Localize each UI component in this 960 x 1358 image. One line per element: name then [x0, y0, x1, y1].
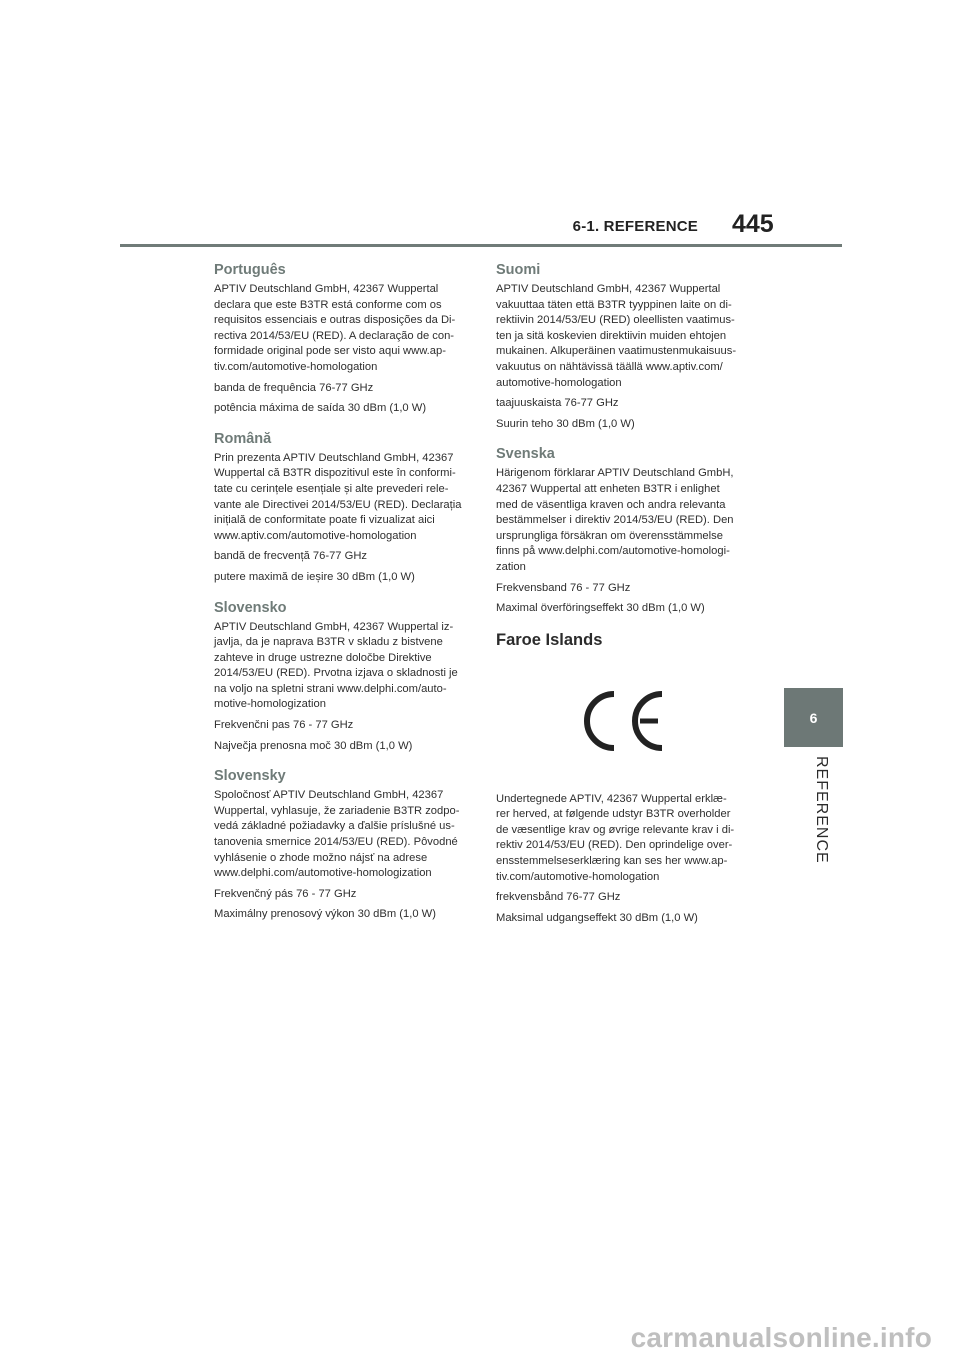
frequency-band: banda de frequência 76-77 GHz	[214, 381, 374, 394]
left-column	[214, 262, 466, 937]
section-slovensky	[214, 768, 466, 923]
max-power: putere maximă de ieșire 30 dBm (1,0 W)	[214, 570, 415, 583]
declaration-text: APTIV Deutschland GmbH, 42367 Wuppertal declara que este B3TR está conforme com os requisitos essenciais e outras disposições da Di- rectiva 2014/53/EU (RED). A declaração de con- formidade original pode ser visto aqui www.ap- tiv.com/automotive-homologation	[214, 283, 456, 373]
section-title: Suomi	[496, 262, 541, 278]
ce-mark-icon	[576, 688, 666, 754]
section-faroe-islands	[496, 631, 748, 927]
declaration-text: Undertegnede APTIV, 42367 Wuppertal erklæ- rer herved, at følgende udstyr B3TR overholder de væsentlige krav og øvrige relevante krav i di- rektiv 2014/53/EU (RED). Den oprindelige over- ensstemmelseserklæring kan ses her www.ap- tiv.com/automotive-homologation	[496, 792, 735, 883]
section-slovensko	[214, 600, 466, 755]
declaration-text: APTIV Deutschland GmbH, 42367 Wuppertal iz- javlja, da je naprava B3TR v skladu z bistvene zahteve in druge ustrezne določbe Direktive 2014/53/EU (RED). Prvotna izjava o skladnosti je na voljo na spletni strani www.delphi.com/auto- motive-homologization	[214, 620, 458, 711]
right-column	[496, 262, 748, 940]
max-power: Maksimal udgangseffekt 30 dBm (1,0 W)	[496, 911, 698, 924]
section-title: Slovensko	[214, 599, 287, 616]
section-title: Português	[214, 262, 286, 278]
section-svenska	[496, 446, 748, 616]
section-title: Faroe Islands	[496, 630, 603, 649]
section-romana	[214, 431, 466, 586]
declaration-text: APTIV Deutschland GmbH, 42367 Wuppertal vakuuttaa täten että B3TR tyyppinen laite on di- rektiivin 2014/53/EU (RED) oleellisten vaatimus- ten ja sitä koskevien direktiivin muiden ehtojen mukainen. Alkuperäinen vaatimustenmukaisuus- vakuutus on nähtävissä täällä www.aptiv.com/ automotive-homologation	[496, 283, 737, 389]
chapter-label: REFERENCE	[813, 756, 830, 864]
section-label: 6-1. REFERENCE	[572, 218, 698, 235]
section-title: Română	[214, 430, 272, 447]
frequency-band: frekvensbånd 76-77 GHz	[496, 891, 621, 904]
frequency-band: Frekvenčný pás 76 - 77 GHz	[214, 887, 357, 900]
frequency-band: Frekvensband 76 - 77 GHz	[496, 581, 631, 594]
frequency-band: taajuuskaista 76-77 GHz	[496, 397, 619, 410]
max-power: potência máxima de saída 30 dBm (1,0 W)	[214, 402, 427, 415]
max-power: Maximal överföringseffekt 30 dBm (1,0 W)	[496, 602, 705, 615]
max-power: Največja prenosna moč 30 dBm (1,0 W)	[214, 739, 413, 752]
section-title: Svenska	[496, 446, 555, 463]
section-suomi	[496, 262, 748, 432]
max-power: Maximálny prenosový výkon 30 dBm (1,0 W)	[214, 908, 436, 921]
section-title: Slovensky	[214, 768, 286, 785]
max-power: Suurin teho 30 dBm (1,0 W)	[496, 417, 635, 430]
declaration-text: Spoločnosť APTIV Deutschland GmbH, 42367 Wuppertal, vyhlasuje, že zariadenie B3TR zodpo- vedá základné požiadavky a ďalšie príslušné us- tanovenia smernice 2014/53/EU (RED). Pôvodné vyhlásenie o zhode možno nájsť na adrese www.delphi.com/automotive-homologization	[214, 789, 460, 880]
header-rule	[120, 244, 842, 247]
page-number: 445	[732, 210, 774, 238]
page-header	[0, 0, 960, 260]
chapter-tab: 6	[784, 688, 843, 747]
declaration-text: Härigenom förklarar APTIV Deutschland GmbH, 42367 Wuppertal att enheten B3TR i enlighet med de väsentliga kraven och andra relevanta bestämmelser i direktiv 2014/53/EU (RED). Den ursprungliga försäkran om överensstämmelse finns på www.delphi.com/automotive-homologi- zation	[496, 467, 734, 573]
watermark: carmanualsonline.info	[630, 1322, 932, 1353]
frequency-band: Frekvenčni pas 76 - 77 GHz	[214, 719, 354, 732]
frequency-band: bandă de frecvență 76-77 GHz	[214, 550, 367, 563]
section-portugues	[214, 262, 466, 417]
declaration-text: Prin prezenta APTIV Deutschland GmbH, 42367 Wuppertal că B3TR dispozitivul este în conformi- tate cu cerințele esențiale și alte prevederi rele- vante ale Directivei 2014/53/EU (RED). Declarația inițială de conformitate poate fi vizualizat aici www.aptiv.com/automotive-homologation	[214, 451, 462, 542]
